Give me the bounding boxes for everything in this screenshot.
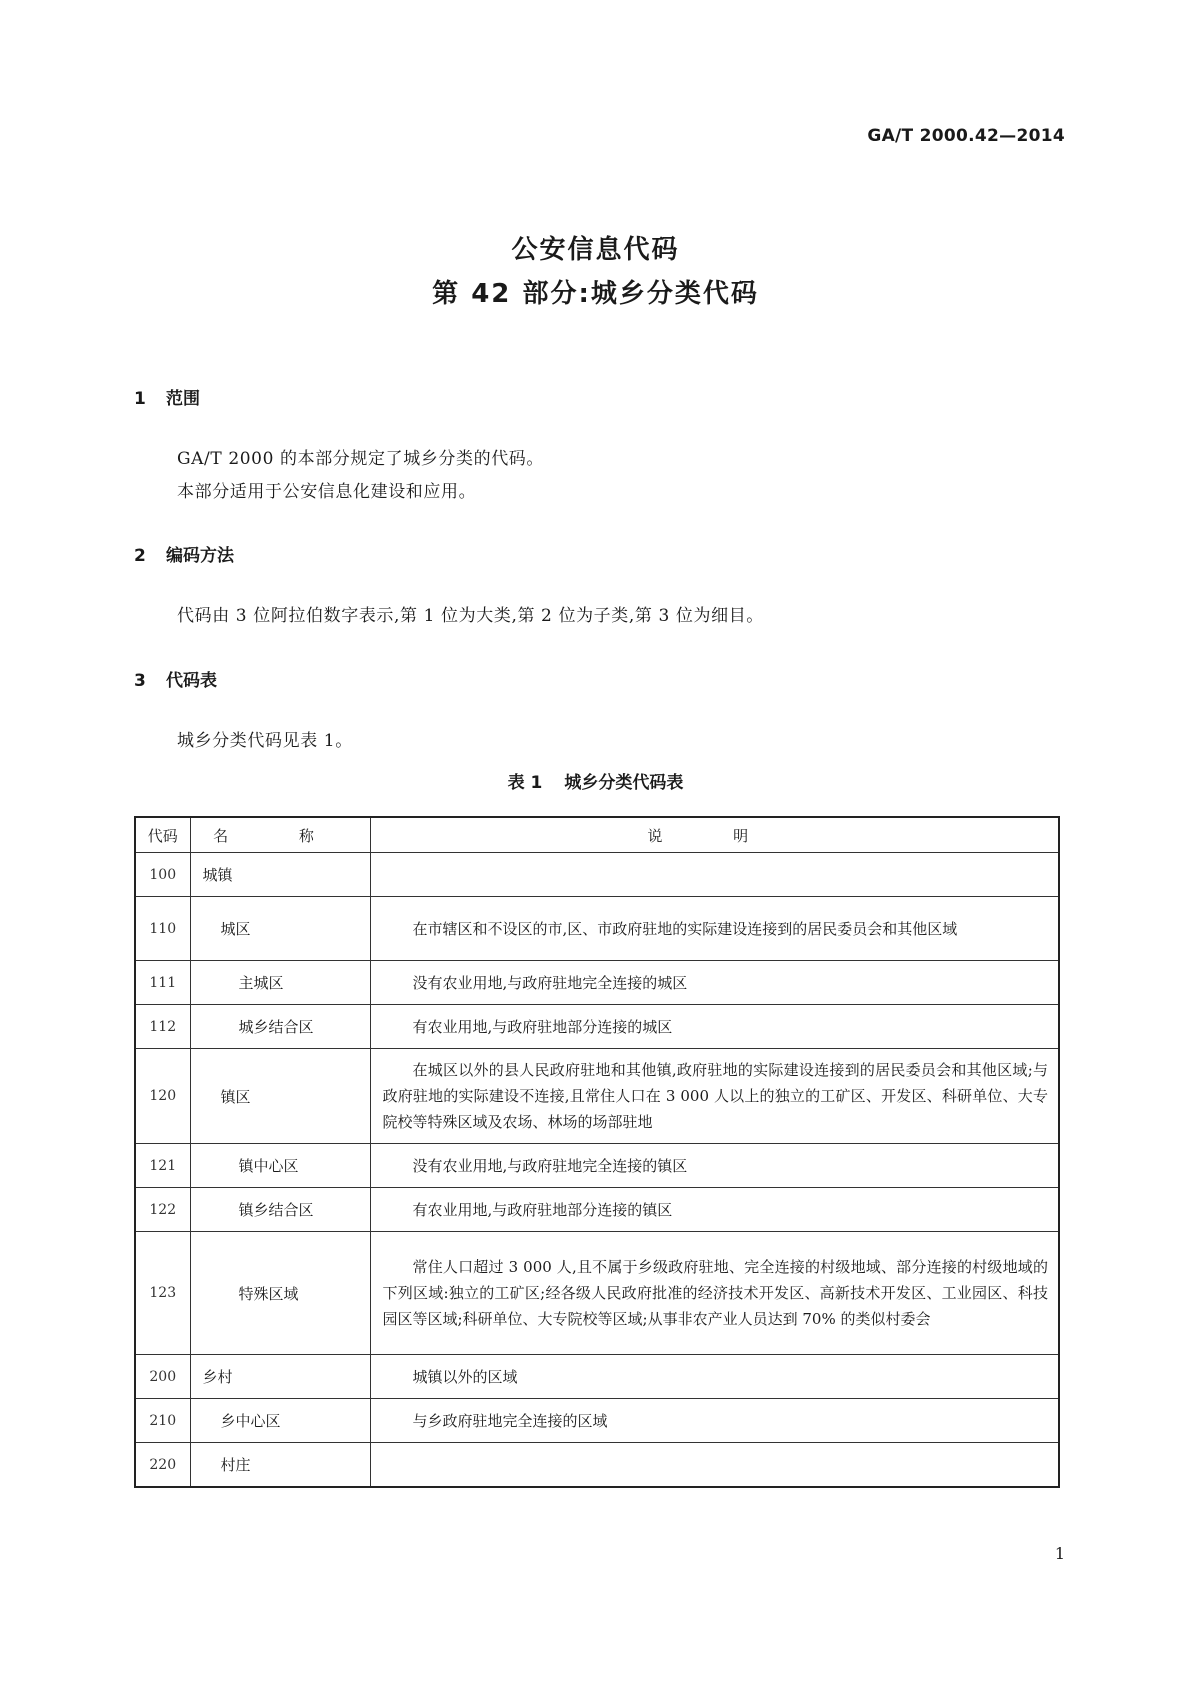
title-line-2: 第 42 部分:城乡分类代码 xyxy=(432,279,759,309)
row-name: 特殊区域 xyxy=(190,1232,370,1355)
title-line-1: 公安信息代码 xyxy=(511,235,680,265)
row-code: 120 xyxy=(135,1049,190,1144)
table-row xyxy=(135,1443,1059,1488)
table-caption-number: 表 1 xyxy=(507,773,543,793)
row-name: 主城区 xyxy=(190,961,370,1005)
row-name: 镇中心区 xyxy=(190,1144,370,1188)
section-title: 编码方法 xyxy=(166,546,234,566)
section-number: 3 xyxy=(134,671,146,691)
section-number: 1 xyxy=(134,389,146,409)
row-description xyxy=(370,1443,1059,1488)
row-code: 122 xyxy=(135,1188,190,1232)
row-name: 乡中心区 xyxy=(190,1399,370,1443)
section-1-heading xyxy=(134,384,200,409)
row-code: 210 xyxy=(135,1399,190,1443)
document-title xyxy=(0,228,1191,316)
row-description: 在市辖区和不设区的市,区、市政府驻地的实际建设连接到的居民委员会和其他区域 xyxy=(370,897,1059,961)
table-row xyxy=(135,897,1059,961)
table-row xyxy=(135,853,1059,897)
table-row xyxy=(135,1144,1059,1188)
row-description: 在城区以外的县人民政府驻地和其他镇,政府驻地的实际建设连接到的居民委员会和其他区域;与政府驻地的实际建设不连接,且常住人口在 3 000 人以上的独立的工矿区、开发区、科研单位、大专院校等特殊区域及农场、林场的场部驻地 xyxy=(370,1049,1059,1144)
row-description: 常住人口超过 3 000 人,且不属于乡级政府驻地、完全连接的村级地域、部分连接的村级地域的下列区域:独立的工矿区;经各级人民政府批准的经济技术开发区、高新技术开发区、工业园区、科技园区等区域;科研单位、大专院校等区域;从事非农产业人员达到 70% 的类似村委会 xyxy=(370,1232,1059,1355)
row-name: 乡村 xyxy=(190,1355,370,1399)
section-title: 范围 xyxy=(166,389,200,409)
section-2-paragraph-1: 代码由 3 位阿拉伯数字表示,第 1 位为大类,第 2 位为子类,第 3 位为细目。 xyxy=(177,606,764,626)
standard-code: GA/T 2000.42—2014 xyxy=(867,126,1065,146)
row-name: 城镇 xyxy=(190,853,370,897)
header-description: 说 明 xyxy=(370,817,1059,853)
row-name: 村庄 xyxy=(190,1443,370,1488)
table-header-row xyxy=(135,817,1059,853)
code-table xyxy=(134,816,1060,1488)
row-code: 121 xyxy=(135,1144,190,1188)
row-description: 有农业用地,与政府驻地部分连接的镇区 xyxy=(370,1188,1059,1232)
table-row xyxy=(135,1355,1059,1399)
row-code: 200 xyxy=(135,1355,190,1399)
row-code: 112 xyxy=(135,1005,190,1049)
section-3-paragraph-1: 城乡分类代码见表 1。 xyxy=(177,731,353,751)
section-3-heading xyxy=(134,666,217,691)
section-number: 2 xyxy=(134,546,146,566)
table-row xyxy=(135,1188,1059,1232)
row-description: 没有农业用地,与政府驻地完全连接的镇区 xyxy=(370,1144,1059,1188)
section-title: 代码表 xyxy=(166,671,217,691)
row-code: 123 xyxy=(135,1232,190,1355)
row-code: 220 xyxy=(135,1443,190,1488)
header-name: 名 称 xyxy=(190,817,370,853)
row-description: 有农业用地,与政府驻地部分连接的城区 xyxy=(370,1005,1059,1049)
table-row xyxy=(135,1399,1059,1443)
section-2-heading xyxy=(134,541,234,566)
row-name: 城乡结合区 xyxy=(190,1005,370,1049)
row-description: 没有农业用地,与政府驻地完全连接的城区 xyxy=(370,961,1059,1005)
row-name: 镇区 xyxy=(190,1049,370,1144)
table-caption xyxy=(0,768,1191,793)
section-1-paragraph-1: GA/T 2000 的本部分规定了城乡分类的代码。 xyxy=(177,449,544,469)
table-row xyxy=(135,1232,1059,1355)
row-description: 与乡政府驻地完全连接的区域 xyxy=(370,1399,1059,1443)
header-code: 代码 xyxy=(135,817,190,853)
row-code: 111 xyxy=(135,961,190,1005)
page-number: 1 xyxy=(1054,1544,1065,1563)
table-caption-title: 城乡分类代码表 xyxy=(564,773,684,793)
row-code: 100 xyxy=(135,853,190,897)
section-1-paragraph-2: 本部分适用于公安信息化建设和应用。 xyxy=(177,482,477,502)
row-code: 110 xyxy=(135,897,190,961)
table-row xyxy=(135,1005,1059,1049)
row-name: 城区 xyxy=(190,897,370,961)
row-description: 城镇以外的区域 xyxy=(370,1355,1059,1399)
row-description xyxy=(370,853,1059,897)
row-name: 镇乡结合区 xyxy=(190,1188,370,1232)
table-row xyxy=(135,961,1059,1005)
table-row xyxy=(135,1049,1059,1144)
